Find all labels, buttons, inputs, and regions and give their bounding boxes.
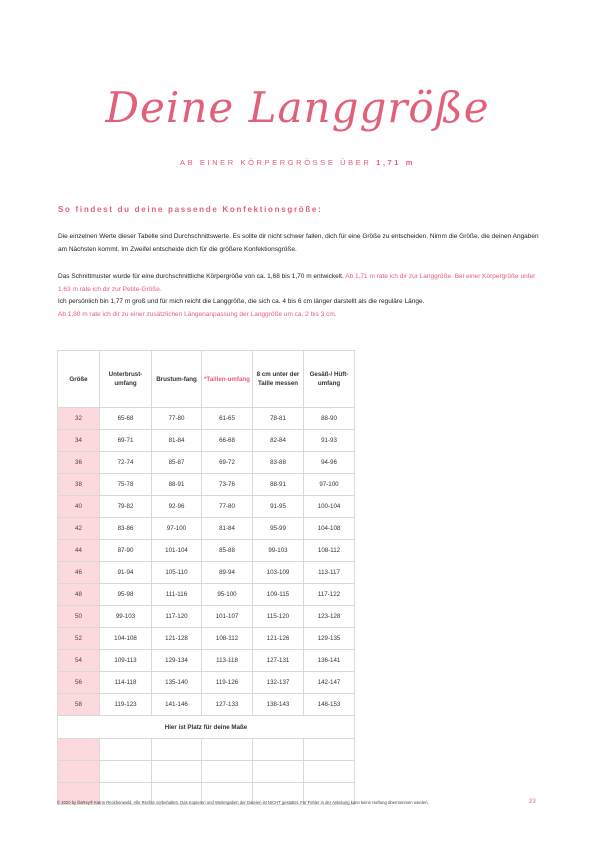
empty-cell[interactable]: [253, 761, 304, 783]
size-cell: 36: [58, 452, 100, 474]
measure-cell: 114-118: [100, 672, 152, 694]
measure-cell: 129-135: [304, 628, 355, 650]
size-cell: 32: [58, 408, 100, 430]
measure-cell: 73-76: [202, 474, 253, 496]
measure-cell: 77-80: [152, 408, 202, 430]
measure-cell: 88-90: [304, 408, 355, 430]
measure-cell: 104-108: [100, 628, 152, 650]
empty-cell[interactable]: [58, 739, 100, 761]
table-row: [58, 474, 355, 496]
advice-text-a: Das Schnittmuster wurde für eine durchschnittliche Körpergröße von ca. 1,68 bis 1,70 m entwickelt.: [58, 273, 346, 280]
measure-cell: 136-141: [304, 650, 355, 672]
measure-cell: 65-68: [100, 408, 152, 430]
empty-cell[interactable]: [100, 739, 152, 761]
measure-cell: 108-112: [202, 628, 253, 650]
measure-cell: 83-86: [100, 518, 152, 540]
empty-cell[interactable]: [202, 739, 253, 761]
header-below-waist: 8 cm unter der Taille messen: [253, 351, 304, 408]
header-hip: Gesäß-/ Hüft-umfang: [304, 351, 355, 408]
header-bust: Brustum-fang: [152, 351, 202, 408]
table-row: [58, 628, 355, 650]
measure-cell: 123-128: [304, 606, 355, 628]
measure-cell: 117-120: [152, 606, 202, 628]
size-cell: 46: [58, 562, 100, 584]
empty-cell[interactable]: [152, 761, 202, 783]
measure-cell: 104-108: [304, 518, 355, 540]
table-row: [58, 672, 355, 694]
measure-cell: 82-84: [253, 430, 304, 452]
size-cell: 50: [58, 606, 100, 628]
measure-cell: 127-133: [202, 694, 253, 716]
measure-cell: 119-123: [100, 694, 152, 716]
empty-cell[interactable]: [253, 739, 304, 761]
measure-cell: 148-153: [304, 694, 355, 716]
measure-cell: 89-94: [202, 562, 253, 584]
table-row: [58, 408, 355, 430]
size-cell: 38: [58, 474, 100, 496]
measure-cell: 81-84: [202, 518, 253, 540]
advice-text-b: Ab 1,71 m rate ich dir zur Langgröße. Bei einer Körpergröße unter 1,63 m rate ich dir zur Petite-Größe.: [58, 273, 536, 293]
measure-cell: 91-93: [304, 430, 355, 452]
measure-cell: 85-88: [202, 540, 253, 562]
measure-cell: 132-137: [253, 672, 304, 694]
size-advice-paragraph: [58, 271, 540, 321]
measure-cell: 109-113: [100, 650, 152, 672]
advice-text-d: Ab 1,80 m rate ich dir zu einer zusätzlichen Längenanpassung der Langgröße um ca. 2 bis 3 cm.: [58, 310, 337, 318]
measure-cell: 92-96: [152, 496, 202, 518]
own-measurements-note: Hier ist Platz für deine Maße: [58, 716, 355, 739]
measure-cell: 77-80: [202, 496, 253, 518]
measure-cell: 100-104: [304, 496, 355, 518]
table-row: [58, 518, 355, 540]
measure-cell: 109-115: [253, 584, 304, 606]
measure-cell: 117-122: [304, 584, 355, 606]
measure-cell: 97-100: [304, 474, 355, 496]
size-cell: 56: [58, 672, 100, 694]
empty-cell[interactable]: [202, 761, 253, 783]
size-table: [57, 350, 355, 805]
intro-paragraph: Die einzelnen Werte dieser Tabelle sind Durchschnittswerte. Es sollte dir nicht schwer fallen, dich für eine Größe zu entscheiden. Nimm die Größe, die deinen Angaben am Nächsten kommt. Im Zweifel entscheide dich für die größere Konfektionsgröße.: [58, 233, 539, 253]
measure-cell: 95-100: [202, 584, 253, 606]
measure-cell: 75-78: [100, 474, 152, 496]
measure-cell: 95-98: [100, 584, 152, 606]
measure-cell: 141-146: [152, 694, 202, 716]
table-row: [58, 584, 355, 606]
measure-cell: 121-128: [152, 628, 202, 650]
empty-cell[interactable]: [304, 761, 355, 783]
measure-cell: 69-72: [202, 452, 253, 474]
header-underbust: Unterbrust-umfang: [100, 351, 152, 408]
measure-cell: 85-87: [152, 452, 202, 474]
table-row: [58, 606, 355, 628]
subtitle-prefix: AB EINER KÖRPERGRÖSSE ÜBER: [179, 158, 372, 167]
measure-cell: 127-131: [253, 650, 304, 672]
measure-cell: 113-118: [202, 650, 253, 672]
table-row: [58, 694, 355, 716]
measure-cell: 61-65: [202, 408, 253, 430]
empty-row: [58, 761, 355, 783]
page-number: 23: [529, 799, 536, 805]
measure-cell: 105-110: [152, 562, 202, 584]
page-title: Deine Langgröße: [105, 83, 490, 132]
empty-cell[interactable]: [152, 739, 202, 761]
measure-cell: 88-91: [152, 474, 202, 496]
measure-cell: 88-91: [253, 474, 304, 496]
measure-cell: 129-134: [152, 650, 202, 672]
measure-cell: 87-90: [100, 540, 152, 562]
size-cell: 58: [58, 694, 100, 716]
measure-cell: 94-96: [304, 452, 355, 474]
table-row: [58, 540, 355, 562]
page-subtitle: [0, 158, 595, 167]
subtitle-value: 1,71 m: [376, 158, 416, 167]
size-cell: 54: [58, 650, 100, 672]
measure-cell: 69-71: [100, 430, 152, 452]
note-row: [58, 716, 355, 739]
measure-cell: 135-140: [152, 672, 202, 694]
measure-cell: 99-103: [253, 540, 304, 562]
header-size: Größe: [58, 351, 100, 408]
measure-cell: 115-120: [253, 606, 304, 628]
empty-row: [58, 739, 355, 761]
table-row: [58, 452, 355, 474]
measure-cell: 79-82: [100, 496, 152, 518]
measure-cell: 113-117: [304, 562, 355, 584]
empty-cell[interactable]: [58, 761, 100, 783]
measure-cell: 99-103: [100, 606, 152, 628]
measure-cell: 142-147: [304, 672, 355, 694]
table-row: [58, 496, 355, 518]
measure-cell: 121-126: [253, 628, 304, 650]
measure-cell: 101-104: [152, 540, 202, 562]
measure-cell: 119-126: [202, 672, 253, 694]
measure-cell: 103-109: [253, 562, 304, 584]
table-row: [58, 650, 355, 672]
empty-cell[interactable]: [304, 739, 355, 761]
size-cell: 48: [58, 584, 100, 606]
measure-cell: 91-94: [100, 562, 152, 584]
measure-cell: 101-107: [202, 606, 253, 628]
measure-cell: 95-99: [253, 518, 304, 540]
measure-cell: 91-95: [253, 496, 304, 518]
advice-text-c: Ich persönlich bin 1,77 m groß und für mich reicht die Langgröße, die sich ca. 4 bis 6 cm länger darstellt als die reguläre Länge.: [58, 298, 425, 306]
header-waist: *Taillen-umfang: [202, 351, 253, 408]
size-cell: 34: [58, 430, 100, 452]
measure-cell: 138-143: [253, 694, 304, 716]
size-cell: 44: [58, 540, 100, 562]
measure-cell: 83-88: [253, 452, 304, 474]
size-cell: 40: [58, 496, 100, 518]
measure-cell: 81-84: [152, 430, 202, 452]
copyright-footer: © 2020 by lilaRey® Katrin Reckhenweld. Alle Rechte vorbehalten. Das Kopieren und Weitergaben der Dateien ist NICHT gestattet. Für Fehler in der Anleitung kann keine Haftung übernommen werden.: [57, 800, 429, 805]
measure-cell: 72-74: [100, 452, 152, 474]
empty-cell[interactable]: [100, 761, 152, 783]
measure-cell: 111-116: [152, 584, 202, 606]
table-row: [58, 562, 355, 584]
measure-cell: 97-100: [152, 518, 202, 540]
size-cell: 52: [58, 628, 100, 650]
section-heading: So findest du deine passende Konfektionsgröße:: [58, 205, 323, 214]
measure-cell: 66-68: [202, 430, 253, 452]
measure-cell: 78-81: [253, 408, 304, 430]
size-cell: 42: [58, 518, 100, 540]
table-row: [58, 430, 355, 452]
table-header-row: [58, 351, 355, 408]
measure-cell: 108-112: [304, 540, 355, 562]
